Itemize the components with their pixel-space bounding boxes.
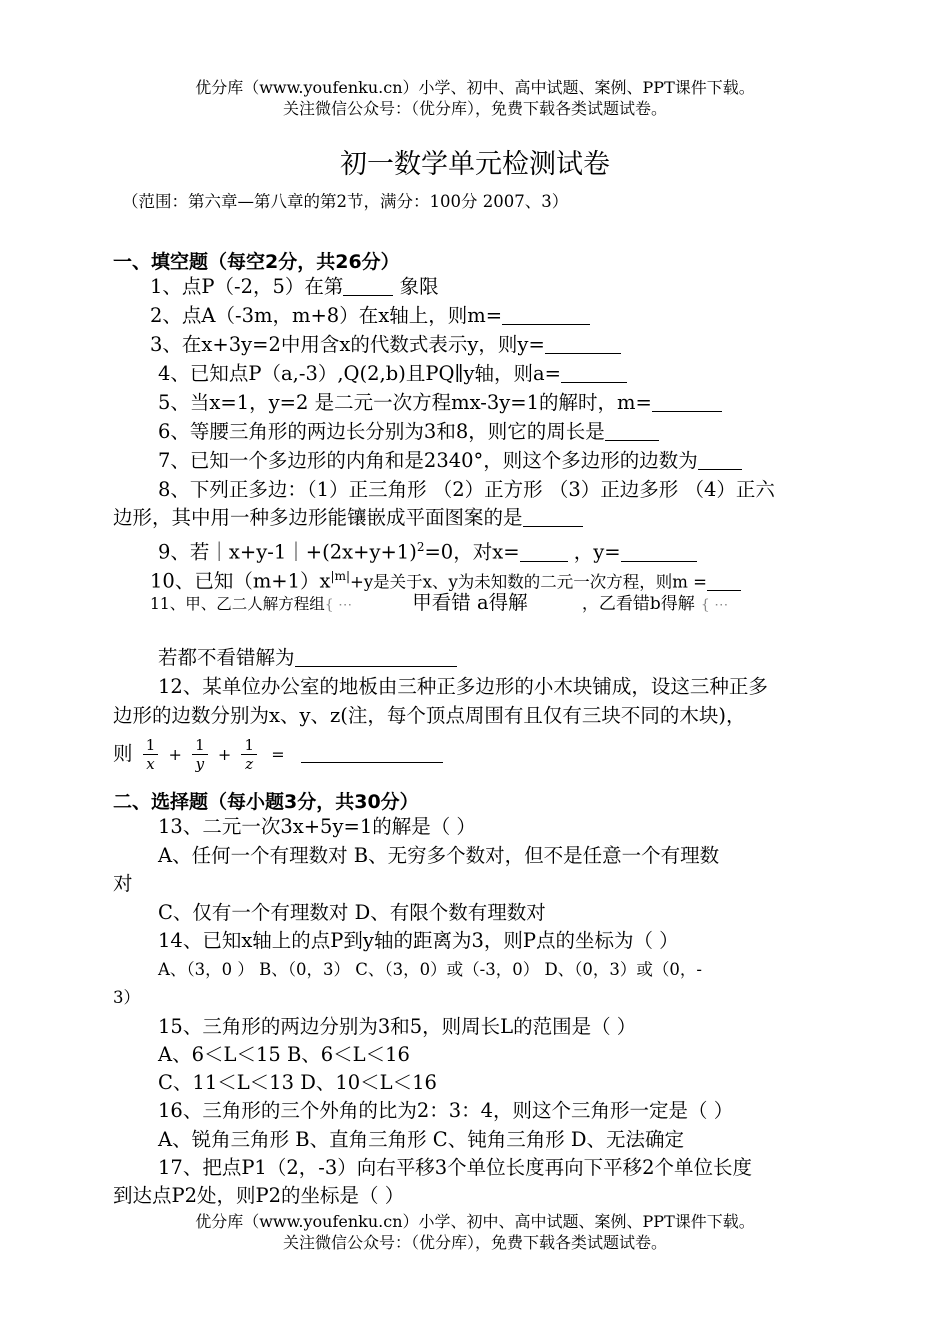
question-8-line-2 xyxy=(113,504,583,532)
q12-blank xyxy=(301,742,443,763)
q10-blank xyxy=(707,570,741,591)
frac-y-numerator: 1 xyxy=(192,736,208,755)
q9-text-b: =0，对x= xyxy=(424,540,520,564)
q9-text-a: 9、若｜x+y-1｜+(2x+y+1) xyxy=(158,540,417,564)
q11-solution-image: { ⋯ xyxy=(700,597,729,613)
question-1 xyxy=(150,273,439,301)
question-6 xyxy=(158,418,659,446)
q13-options-ab: A、任何一个有理数对 B、无穷多个数对，但不是任意一个有理数 xyxy=(158,844,720,867)
question-11 xyxy=(150,589,728,619)
question-16: 16、三角形的三个外角的比为2：3：4，则这个三角形一定是（ ） xyxy=(158,1099,734,1122)
q5-text: 5、当x=1，y=2 是二元一次方程mx-3y=1的解时，m= xyxy=(158,391,652,414)
q11-text-d: 若都不看错解为 xyxy=(158,646,295,669)
q14-options-wrap: 3） xyxy=(113,988,140,1007)
q10-exponent: |m| xyxy=(330,569,351,583)
q1-tail: 象限 xyxy=(399,275,439,298)
q6-blank xyxy=(605,420,659,441)
question-7 xyxy=(158,447,742,475)
footer-line-1: 优分库（www.youfenku.cn）小学、初中、高中试题、案例、PPT课件下载。 xyxy=(195,1212,755,1231)
q8-text: 边形，其中用一种多边形能镶嵌成平面图案的是 xyxy=(113,506,523,529)
q3-text: 3、在x+3y=2中用含x的代数式表示y，则y= xyxy=(150,333,545,356)
q3-blank xyxy=(545,333,621,354)
q11-text-a: 11、甲、乙二人解方程组 xyxy=(150,595,325,613)
fraction-1-over-z xyxy=(241,736,257,773)
q1-text: 1、点P（-2，5）在第 xyxy=(150,275,344,298)
question-12-line-2: 边形的边数分别为x、y、z(注，每个顶点周围有且仅有三块不同的木块)， xyxy=(113,704,746,727)
header-line-2: 关注微信公众号：（优分库），免费下载各类试题试卷。 xyxy=(282,99,667,118)
question-4 xyxy=(158,360,627,388)
q15-options-ab: A、6＜L＜15 B、6＜L＜16 xyxy=(158,1043,410,1066)
q9-exponent: 2 xyxy=(416,540,425,554)
question-3 xyxy=(150,331,621,359)
question-13: 13、二元一次3x+5y=1的解是（ ） xyxy=(158,815,476,838)
q7-text: 7、已知一个多边形的内角和是2340°，则这个多边形的边数为 xyxy=(158,449,698,472)
q9-blank-y xyxy=(621,541,697,562)
frac-z-numerator: 1 xyxy=(241,736,257,755)
q1-blank xyxy=(343,275,393,296)
section1-heading: 一、填空题（每空2分，共26分） xyxy=(113,251,400,273)
header-line-1: 优分库（www.youfenku.cn）小学、初中、高中试题、案例、PPT课件下载。 xyxy=(195,78,755,97)
q4-blank xyxy=(561,362,627,383)
fraction-1-over-y xyxy=(192,736,208,773)
question-15: 15、三角形的两边分别为3和5，则周长L的范围是（ ） xyxy=(158,1015,637,1038)
q12-text: 则 xyxy=(113,742,133,765)
question-5 xyxy=(158,389,722,417)
footer-line-2: 关注微信公众号：（优分库），免费下载各类试题试卷。 xyxy=(282,1233,667,1252)
frac-x-denominator: x xyxy=(146,755,155,773)
question-12-line-1: 12、某单位办公室的地板由三种正多边形的小木块铺成，设这三种正多 xyxy=(158,675,768,698)
q11-system-image: { ⋯ xyxy=(324,597,353,613)
equals-sign: = xyxy=(271,745,285,764)
question-17-line-1: 17、把点P1（2，-3）向右平移3个单位长度再向下平移2个单位长度 xyxy=(158,1156,753,1179)
q11-text-b: 甲看错 a得解 xyxy=(412,591,528,614)
frac-x-numerator: 1 xyxy=(143,736,159,755)
fraction-1-over-x xyxy=(143,736,159,773)
q10-text-a: 10、已知（m+1）x xyxy=(150,569,331,593)
q7-blank xyxy=(698,449,742,470)
q5-blank xyxy=(652,391,722,412)
section2-heading: 二、选择题（每小题3分，共30分） xyxy=(113,791,419,813)
q2-text: 2、点A（-3m，m+8）在x轴上，则m= xyxy=(150,304,503,327)
q15-options-cd: C、11＜L＜13 D、10＜L＜16 xyxy=(158,1071,437,1094)
q13-options-cd: C、仅有一个有理数对 D、有限个数有理数对 xyxy=(158,901,546,924)
subtitle: （范围：第六章—第八章的第2节，满分：100分 2007、3） xyxy=(122,192,569,211)
question-17-line-2: 到达点P2处，则P2的坐标是（ ） xyxy=(113,1184,405,1207)
question-12-line-3 xyxy=(113,736,443,773)
question-8-line-1: 8、下列正多边：（1）正三角形 （2）正方形 （3）正边多形 （4）正六 xyxy=(158,478,775,501)
q2-blank xyxy=(502,304,590,325)
q13-options-ab-wrap: 对 xyxy=(113,872,133,895)
q10-text-b: +y是关于x、y为未知数的二元一次方程，则m = xyxy=(350,572,708,592)
q11-blank xyxy=(295,646,457,667)
plus-sign-1: + xyxy=(168,745,182,764)
q6-text: 6、等腰三角形的两边长分别为3和8，则它的周长是 xyxy=(158,420,605,443)
question-11-line-2 xyxy=(158,644,457,672)
q14-options: A、（3，0 ） B、（0，3） C、（3，0）或（-3，0） D、（0，3）或（0，- xyxy=(158,960,703,979)
q11-text-c: ，乙看错b得解 xyxy=(581,594,695,614)
q9-text-c: ，y= xyxy=(573,540,621,564)
plus-sign-2: + xyxy=(217,745,232,764)
question-14: 14、已知x轴上的点P到y轴的距离为3，则P点的坐标为（ ） xyxy=(158,929,679,952)
page-title: 初一数学单元检测试卷 xyxy=(340,149,610,180)
frac-y-denominator: y xyxy=(195,755,205,773)
q9-blank-x xyxy=(520,541,568,562)
question-2 xyxy=(150,302,590,330)
q4-text: 4、已知点P（a,-3）,Q(2,b)且PQ∥y轴，则a= xyxy=(158,362,561,385)
q16-options: A、锐角三角形 B、直角三角形 C、钝角三角形 D、无法确定 xyxy=(158,1128,685,1151)
q8-blank xyxy=(523,506,583,527)
frac-z-denominator: z xyxy=(245,755,254,773)
